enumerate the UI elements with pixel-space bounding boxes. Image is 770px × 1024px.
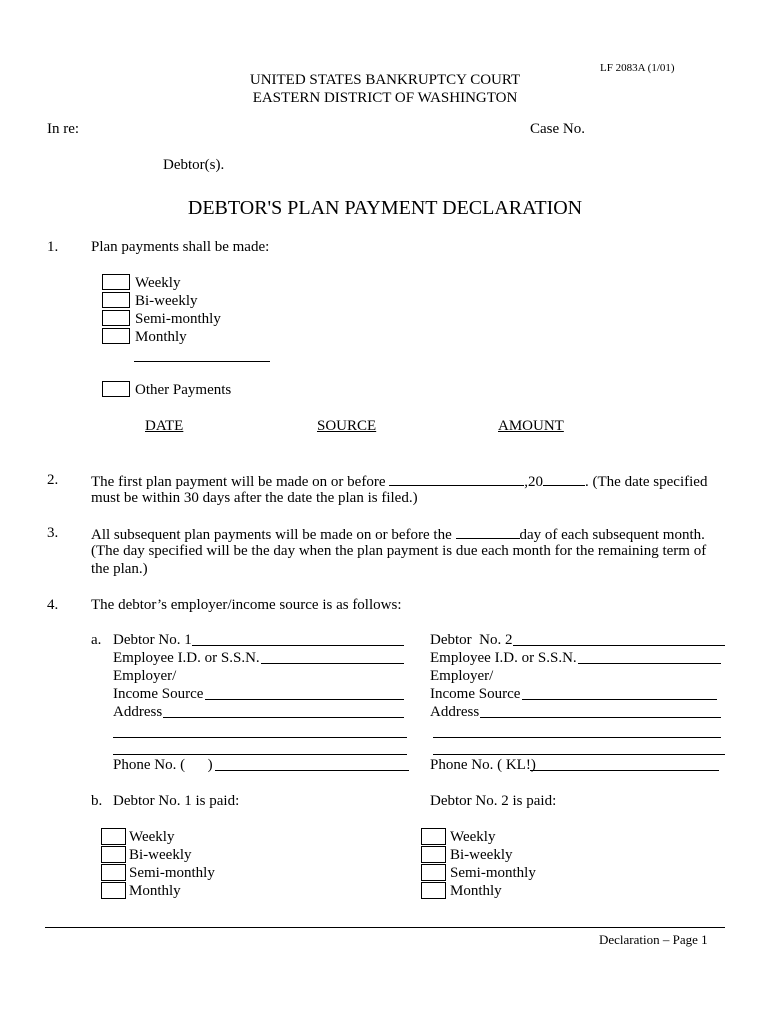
source-column-header: SOURCE bbox=[317, 418, 377, 434]
debtor-1-semi-monthly-checkbox[interactable] bbox=[101, 864, 126, 881]
payment-day-field[interactable] bbox=[456, 525, 520, 539]
other-payments-checkbox[interactable] bbox=[102, 381, 130, 397]
debtor-2-weekly-checkbox[interactable] bbox=[421, 828, 446, 845]
page-title: DEBTOR'S PLAN PAYMENT DECLARATION bbox=[187, 197, 583, 219]
debtor-1-weekly-checkbox[interactable] bbox=[101, 828, 126, 845]
court-name: UNITED STATES BANKRUPTCY COURT bbox=[249, 72, 521, 88]
debtor-1-monthly-checkbox[interactable] bbox=[101, 882, 126, 899]
debtor-1-address-line-3[interactable] bbox=[113, 754, 407, 755]
section-1-number: 1. bbox=[47, 239, 59, 255]
section-2-line1: The first plan payment will be made on or before ,20 . (The date specified bbox=[91, 474, 708, 490]
debtor-2-semi-monthly-checkbox[interactable] bbox=[421, 864, 446, 881]
debtor-1-label: Debtor No. 1 bbox=[113, 632, 192, 648]
section-4-text: The debtor’s employer/income source is as follows: bbox=[91, 597, 402, 613]
debtor-1-phone-field[interactable] bbox=[215, 770, 409, 771]
debtors-label: Debtor(s). bbox=[163, 157, 225, 173]
debtor-1-address-line-2[interactable] bbox=[113, 737, 407, 738]
weekly-checkbox[interactable] bbox=[102, 274, 130, 290]
subsection-a-label: a. bbox=[91, 632, 102, 648]
case-no-label: Case No. bbox=[530, 121, 585, 137]
debtor-2-phone-field[interactable] bbox=[530, 770, 719, 771]
section-2-line2: must be within 30 days after the date the plan is filed.) bbox=[91, 490, 418, 506]
monthly-label: Monthly bbox=[135, 329, 187, 345]
other-payments-label: Other Payments bbox=[135, 382, 232, 398]
debtor-1-monthly-label: Monthly bbox=[129, 883, 181, 899]
section-2-number: 2. bbox=[47, 472, 59, 488]
section-3-number: 3. bbox=[47, 525, 59, 541]
debtor-1-address-field[interactable] bbox=[163, 717, 404, 718]
debtor-2-emp-id-field[interactable] bbox=[578, 663, 721, 664]
other-frequency-line[interactable] bbox=[134, 361, 270, 362]
amount-column-header: AMOUNT bbox=[498, 418, 564, 434]
section-3-line1: All subsequent plan payments will be made on or before the day of each subsequent month. bbox=[91, 527, 705, 543]
bi-weekly-checkbox[interactable] bbox=[102, 292, 130, 308]
debtor-2-weekly-label: Weekly bbox=[450, 829, 496, 845]
bi-weekly-label: Bi-weekly bbox=[135, 293, 198, 309]
debtor-1-emp-id-label: Employee I.D. or S.S.N. bbox=[113, 650, 260, 666]
debtor-1-semi-monthly-label: Semi-monthly bbox=[129, 865, 215, 881]
date-column-header: DATE bbox=[145, 418, 184, 434]
form-id: LF 2083A (1/01) bbox=[600, 62, 675, 74]
debtor-2-semi-monthly-label: Semi-monthly bbox=[450, 865, 536, 881]
debtor-1-emp-id-field[interactable] bbox=[261, 663, 404, 664]
section-4-number: 4. bbox=[47, 597, 59, 613]
debtor-2-paid-label: Debtor No. 2 is paid: bbox=[430, 793, 557, 809]
first-payment-date-field[interactable] bbox=[389, 472, 524, 486]
footer-page-label: Declaration – Page 1 bbox=[599, 932, 708, 947]
debtor-1-paid-label: Debtor No. 1 is paid: bbox=[113, 793, 240, 809]
debtor-1-phone-label: Phone No. ( ) bbox=[113, 757, 213, 773]
court-district: EASTERN DISTRICT OF WASHINGTON bbox=[252, 90, 518, 106]
debtor-1-bi-weekly-checkbox[interactable] bbox=[101, 846, 126, 863]
debtor-2-bi-weekly-checkbox[interactable] bbox=[421, 846, 446, 863]
subsection-b-label: b. bbox=[91, 793, 103, 809]
debtor-2-income-field[interactable] bbox=[522, 699, 717, 700]
footer-divider bbox=[45, 927, 725, 928]
debtor-2-monthly-checkbox[interactable] bbox=[421, 882, 446, 899]
debtor-1-weekly-label: Weekly bbox=[129, 829, 175, 845]
monthly-checkbox[interactable] bbox=[102, 328, 130, 344]
debtor-1-address-label: Address bbox=[113, 704, 163, 720]
weekly-label: Weekly bbox=[135, 275, 181, 291]
section-3-line2: (The day specified will be the day when the plan payment is due each month for the remaining term of bbox=[91, 543, 707, 559]
debtor-2-emp-id-label: Employee I.D. or S.S.N. bbox=[430, 650, 577, 666]
debtor-2-income-label: Income Source bbox=[430, 686, 521, 702]
debtor-1-income-label: Income Source bbox=[113, 686, 204, 702]
debtor-2-bi-weekly-label: Bi-weekly bbox=[450, 847, 513, 863]
debtor-1-employer-label: Employer/ bbox=[113, 668, 177, 684]
debtor-1-bi-weekly-label: Bi-weekly bbox=[129, 847, 192, 863]
debtor-2-address-field[interactable] bbox=[480, 717, 721, 718]
debtor-2-address-line-3[interactable] bbox=[433, 754, 725, 755]
debtor-1-income-field[interactable] bbox=[205, 699, 404, 700]
semi-monthly-checkbox[interactable] bbox=[102, 310, 130, 326]
debtor-2-employer-label: Employer/ bbox=[430, 668, 494, 684]
debtor-2-address-line-2[interactable] bbox=[433, 737, 721, 738]
debtor-2-name-field[interactable] bbox=[513, 645, 725, 646]
debtor-2-address-label: Address bbox=[430, 704, 480, 720]
in-re-label: In re: bbox=[47, 121, 80, 137]
debtor-2-phone-label: Phone No. ( KL!) bbox=[430, 757, 536, 773]
section-3-line3: the plan.) bbox=[91, 561, 148, 577]
first-payment-year-field[interactable] bbox=[543, 472, 585, 486]
debtor-2-monthly-label: Monthly bbox=[450, 883, 502, 899]
debtor-2-label: Debtor No. 2 bbox=[430, 632, 513, 648]
section-1-text: Plan payments shall be made: bbox=[91, 239, 270, 255]
debtor-1-name-field[interactable] bbox=[192, 645, 404, 646]
semi-monthly-label: Semi-monthly bbox=[135, 311, 221, 327]
